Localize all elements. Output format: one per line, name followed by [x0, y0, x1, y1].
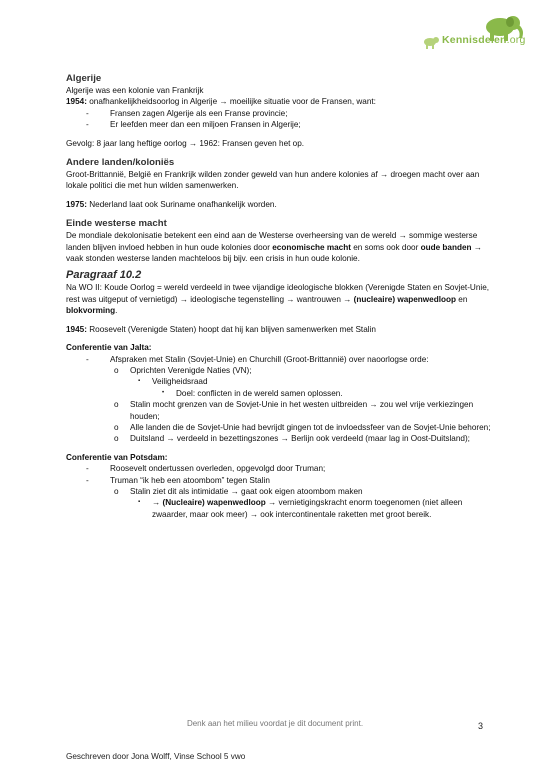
- list-item: ▪ → (Nucleaire) wapenwedloop → vernietigingskracht enorm toegenomen (niet alleen zwaarder, maar ook meer) → ook intercontinentale raketten met groot bereik.: [138, 498, 463, 519]
- heading-andere-landen: Andere landen/koloniës: [66, 157, 175, 169]
- list-item: - Er leefden meer dan een miljoen Fransen in Algerije;: [86, 120, 301, 130]
- site-logo[interactable]: [416, 14, 536, 58]
- paragraph: Na WO II: Koude Oorlog = wereld verdeeld in twee vijandige ideologische blokken (Verenigde Staten en Sovjet-Unie, rest was uitgeput of vernietigd) → ideologische tegenstelling → wantrouwen → (nucleaire) wapenwedloop en blokvorming.: [66, 283, 490, 316]
- paragraph: 1975: Nederland laat ook Suriname onafhankelijk worden.: [66, 199, 277, 209]
- heading-paragraaf: Paragraaf 10.2: [66, 269, 142, 282]
- list-item: o Stalin ziet dit als intimidatie → gaat ook eigen atoombom maken: [114, 486, 363, 496]
- heading-algerije: Algerije: [66, 73, 102, 84]
- heading-jalta: Conferentie van Jalta:: [66, 343, 152, 353]
- paragraph: 1945: Roosevelt (Verenigde Staten) hoopt dat hij kan blijven samenwerken met Stalin: [66, 324, 376, 334]
- footer-note: Denk aan het milieu voordat je dit document print.: [186, 719, 364, 728]
- heading-einde-westerse-macht: Einde westerse macht: [66, 218, 167, 230]
- list-item: - Fransen zagen Algerije als een Franse provincie;: [86, 108, 288, 118]
- list-item: o Stalin mocht grenzen van de Sovjet-Unie in het westen uitbreiden → zou wel vrije verkiezingen houden;: [114, 400, 474, 421]
- heading-potsdam: Conferentie van Potsdam:: [66, 452, 168, 462]
- list-item: - Truman “ik heb een atoombom” tegen Stalin: [86, 475, 270, 485]
- paragraph: 1954: onafhankelijkheidsoorlog in Algerije → moeilijke situatie voor de Fransen, want:: [66, 97, 376, 107]
- page-number: 3: [478, 721, 484, 731]
- footer-author: Geschreven door Jona Wolff, Vinse School 5 vwo: [66, 752, 246, 761]
- list-item: • Doel: conflicten in de wereld samen oplossen.: [162, 388, 343, 398]
- paragraph: De mondiale dekolonisatie betekent een eind aan de Westerse overheersing van de wereld → sommige westerse landen blijven invloed hebben in hun oude kolonies door economische macht en soms ook door oude banden → vaak stonden westerse landen machteloos bij bijv. een crisis in hun oude kolonie.: [66, 231, 482, 264]
- list-item: ▪ Veiligheidsraad: [138, 377, 208, 387]
- document-body: [66, 72, 496, 520]
- list-item: o Alle landen die de Sovjet-Unie had bevrijdt gingen tot de invloedssfeer van de Sovjet-Unie behoren;: [114, 422, 491, 432]
- list-item: - Afspraken met Stalin (Sovjet-Unie) en Churchill (Groot-Brittannië) over naoorlogse orde:: [86, 354, 429, 364]
- list-item: - Roosevelt ondertussen overleden, opgevolgd door Truman;: [86, 464, 326, 474]
- paragraph: Algerije was een kolonie van Frankrijk: [66, 86, 204, 95]
- logo-text: Kennisdelen.org: [442, 34, 526, 46]
- paragraph: Gevolg: 8 jaar lang heftige oorlog → 1962: Fransen geven het op.: [66, 138, 305, 148]
- paragraph: Groot-Brittannië, België en Frankrijk wilden zonder geweld van hun andere kolonies af → droegen macht over aan lokale politici die met hun wilden samenwerken.: [66, 170, 480, 191]
- list-item: o Duitsland → verdeeld in bezettingszones → Berlijn ook verdeeld (maar lag in Oost-Duitsland);: [114, 434, 470, 444]
- list-item: o Oprichten Verenigde Naties (VN);: [114, 365, 252, 375]
